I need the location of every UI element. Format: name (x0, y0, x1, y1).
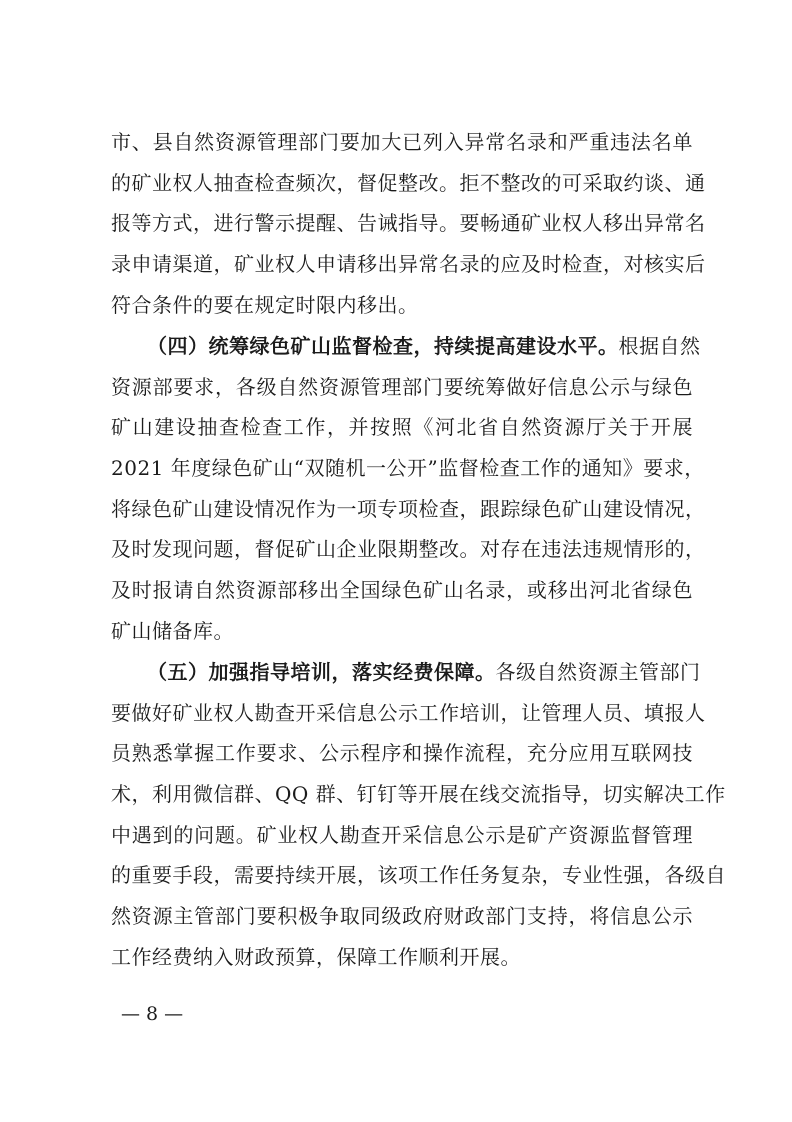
paragraph-line: 2021 年度绿色矿山“双随机一公开”监督检查工作的通知》要求， (111, 456, 705, 481)
paragraph-line: 要做好矿业权人勘查开采信息公示工作培训，让管理人员、填报人 (111, 700, 706, 725)
paragraph-3 (111, 652, 726, 978)
section-heading-5: （五）加强指导培训，落实经费保障。 (147, 660, 496, 684)
paragraph-line-tail: 根据自然 (618, 334, 701, 358)
paragraph-line: 符合条件的要在规定时限内移出。 (111, 292, 419, 317)
paragraph-line: 员熟悉掌握工作要求、公示程序和操作流程，充分应用互联网技 (111, 741, 693, 766)
paragraph-line: 矿山建设抽查检查工作，并按照《河北省自然资源厅关于开展 (111, 415, 693, 440)
paragraph-line-tail: 各级自然资源主管部门 (495, 660, 701, 684)
paragraph-line: 及时报请自然资源部移出全国绿色矿山名录，或移出河北省绿色 (111, 578, 693, 603)
paragraph-line: 的重要手段，需要持续开展，该项工作任务复杂，专业性强，各级自 (111, 863, 726, 888)
paragraph-1 (111, 122, 706, 325)
paragraph-line: 然资源主管部门要积极争取同级政府财政部门支持，将信息公示 (111, 904, 693, 929)
paragraph-line: 录申请渠道，矿业权人申请移出异常名录的应及时检查，对核实后 (111, 252, 706, 277)
paragraph-line: 的矿业权人抽查检查频次，督促整改。拒不整改的可采取约谈、通 (111, 170, 706, 195)
paragraph-line: 术，利用微信群、QQ 群、钉钉等开展在线交流指导，切实解决工作 (111, 782, 726, 807)
paragraph-line: 中遇到的问题。矿业权人勘查开采信息公示是矿产资源监督管理 (111, 822, 693, 847)
paragraph-line: 资源部要求，各级自然资源管理部门要统筹做好信息公示与绿色 (111, 374, 693, 399)
page-number: — 8 — (121, 1003, 184, 1025)
paragraph-line: 报等方式，进行警示提醒、告诫指导。要畅通矿业权人移出异常名 (111, 211, 706, 236)
paragraph-line: 将绿色矿山建设情况作为一项专项检查，跟踪绿色矿山建设情况， (111, 496, 706, 521)
paragraph-line: 工作经费纳入财政预算，保障工作顺利开展。 (111, 944, 521, 969)
paragraph-line: 及时发现问题，督促矿山企业限期整改。对存在违法违规情形的， (111, 537, 706, 562)
paragraph-first-line (111, 652, 701, 693)
paragraph-line: 市、县自然资源管理部门要加大已列入异常名录和严重违法名单 (111, 130, 693, 154)
paragraph-line: 矿山储备库。 (111, 618, 234, 643)
paragraph-first-line (111, 326, 701, 367)
section-heading-4: （四）统筹绿色矿山监督检查，持续提高建设水平。 (147, 334, 619, 358)
paragraph-2 (111, 326, 706, 652)
